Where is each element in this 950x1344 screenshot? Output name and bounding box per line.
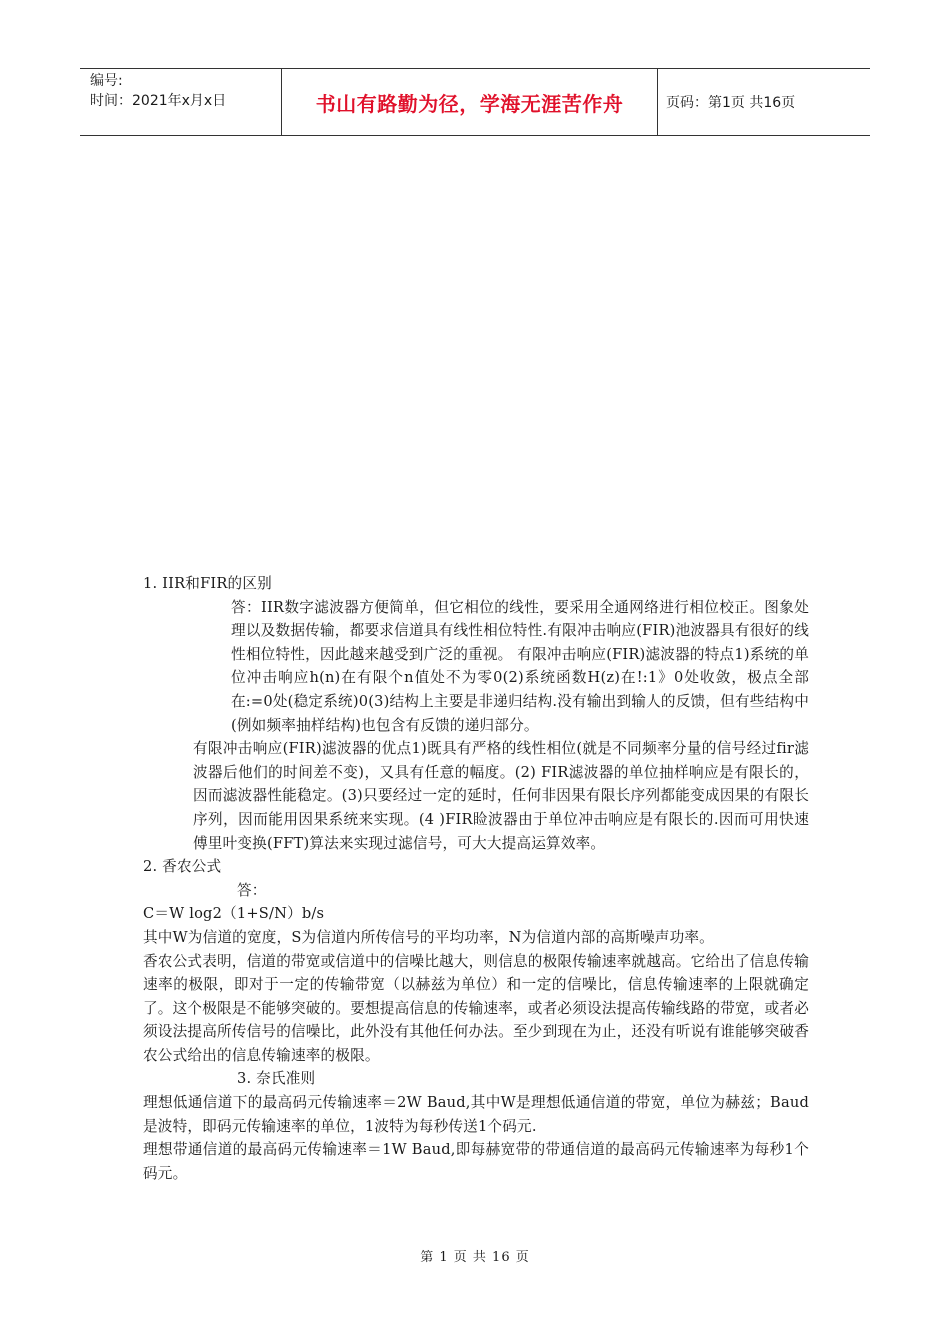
page-header [80, 68, 870, 136]
section-2-title: 2. 香农公式 [143, 858, 222, 876]
section-2-answer-label: 答： [237, 881, 267, 899]
section-3-title: 3. 奈氏准则 [237, 1070, 316, 1088]
section-1-paragraph-2: 有限冲击响应(FIR)滤波器的优点1)既具有严格的线性相位(就是不同频率分量的信号经过fir滤波器后他们的时间差不变)，又具有任意的幅度。(2) FIR滤波器的单位抽样响应是有限长的，因而滤波器性能稳定。(3)只要经过一定的延时，任何非因果有限长序列都能变成因果的有限长序列，因而能用因果系统来实现。(4 )FIR睑波器由于单位冲击响应是有限长的.因而可用快速傅里叶变换(FFT)算法来实现过滤信号，可大大提高运算效率。 [193, 740, 809, 852]
page-footer: 第 1 页 共 16 页 [420, 1250, 530, 1265]
section-2-paragraph-2: 香农公式表明，信道的带宽或信道中的信噪比越大，则信息的极限传输速率就越高。它给出了信息传输速率的极限，即对于一定的传输带宽（以赫兹为单位）和一定的信噪比，信息传输速率的上限就确定了。这个极限是不能够突破的。要想提高信息的传输速率，或者必须设法提高传输线路的带宽，或者必须设法提高所传信号的信噪比，此外没有其他任何办法。至少到现在为止，还没有听说有谁能够突破香农公式给出的信息传输速率的极限。 [143, 952, 809, 1064]
document-number: 编号: [90, 73, 123, 89]
document-body [143, 572, 809, 1185]
document-date: 时间：2021年x月x日 [90, 93, 227, 109]
section-1-paragraph-1: 答：IIR数字滤波器方便简单，但它相位的线性，要采用全通网络进行相位校正。图象处理以及数据传输，都要求信道具有线性相位特性.有限冲击响应(FIR)池波器具有很好的线性相位特性，因此越来越受到广泛的重视。 有限冲击响应(FIR)滤波器的特点1)系统的单位冲击响应h(n)在有限个n值处不为零0(2)系统函数H(z)在!:1》0处收敛，极点全部在:=0处(稳定系统)0(3)结构上主要是非递归结构.没有输出到输人的反馈，但有些结构中(例如频率抽样结构)也包含有反馈的递归部分。 [231, 598, 809, 734]
section-2-formula: C＝W log2（1+S/N）b/s [143, 905, 325, 923]
section-3-paragraph-2: 理想带通信道的最高码元传输速率＝1W Baud,即每赫宽带的带通信道的最高码元传输速率为每秒1个码元。 [143, 1141, 809, 1182]
header-motto-cell [282, 69, 658, 135]
header-page-number: 页码：第1页 共16页 [666, 95, 796, 111]
section-2-paragraph-1: 其中W为信道的宽度，S为信道内所传信号的平均功率，N为信道内部的高斯噪声功率。 [143, 928, 714, 946]
header-meta [80, 69, 282, 135]
section-1-title: 1. IIR和FIR的区别 [143, 575, 272, 592]
section-3-paragraph-1: 理想低通信道下的最高码元传输速率＝2W Baud,其中W是理想低通信道的带宽，单位为赫兹；Baud是波特，即码元传输速率的单位，1波特为每秒传送1个码元. [143, 1094, 809, 1135]
header-motto: 书山有路勤为径，学海无涯苦作舟 [315, 91, 624, 116]
